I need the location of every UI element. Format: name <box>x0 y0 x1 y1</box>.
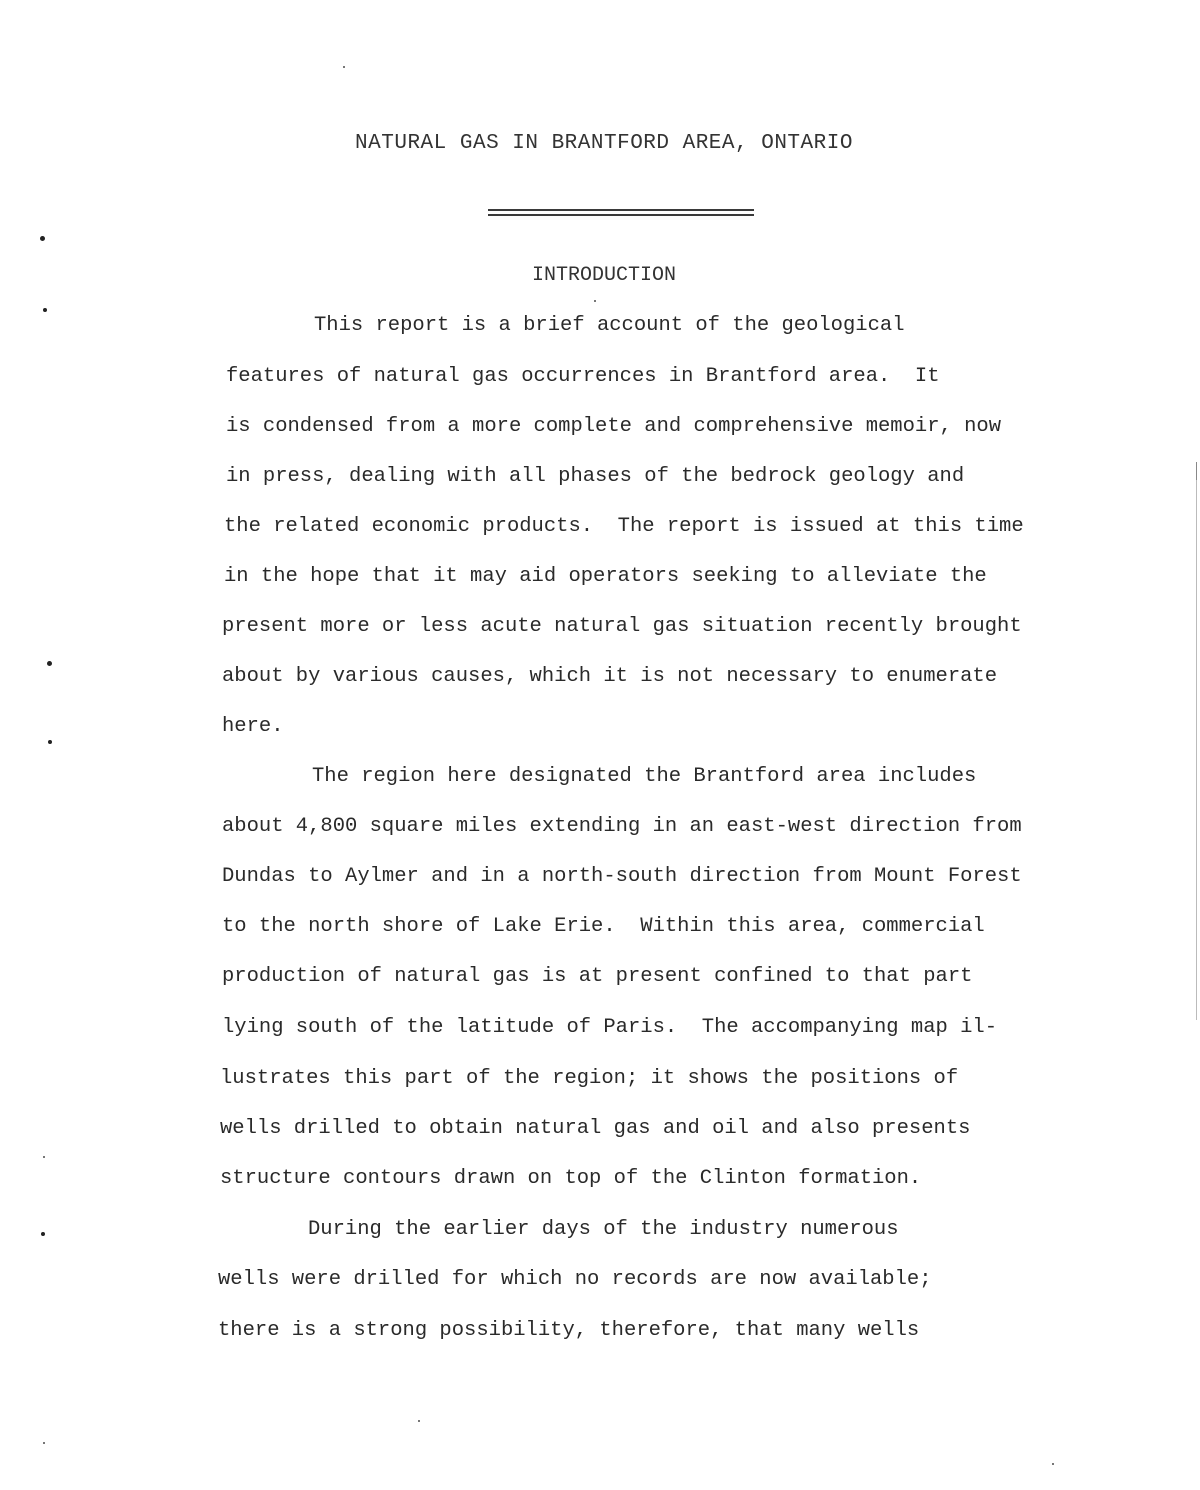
paragraph-line: the related economic products. The report is issued at this time <box>224 515 1024 538</box>
paragraph-line: about by various causes, which it is not necessary to enumerate <box>222 665 998 688</box>
binder-mark-dot <box>40 236 45 241</box>
binder-mark-dot <box>48 740 52 744</box>
paragraph-line: The region here designated the Brantford area includes <box>312 765 977 788</box>
scan-speck <box>43 1442 45 1444</box>
scan-edge-mark <box>1196 480 1197 1020</box>
paragraph-line: to the north shore of Lake Erie. Within this area, commercial <box>222 915 985 938</box>
paragraph-line: wells drilled to obtain natural gas and oil and also presents <box>220 1117 971 1140</box>
document-title: NATURAL GAS IN BRANTFORD AREA, ONTARIO <box>355 132 853 155</box>
paragraph-line: in press, dealing with all phases of the bedrock geology and <box>226 465 965 488</box>
paragraph-line: wells were drilled for which no records are now available; <box>218 1268 932 1291</box>
paragraph-line: Dundas to Aylmer and in a north-south direction from Mount Forest <box>222 865 1022 888</box>
paragraph-line: lustrates this part of the region; it shows the positions of <box>220 1067 959 1090</box>
paragraph-line: structure contours drawn on top of the Clinton formation. <box>220 1167 922 1190</box>
paragraph-line: in the hope that it may aid operators seeking to alleviate the <box>224 565 987 588</box>
binder-mark-dot <box>43 308 47 312</box>
paragraph-line: features of natural gas occurrences in Brantford area. It <box>226 365 940 388</box>
binder-mark-dot <box>41 1232 45 1236</box>
scan-speck <box>594 300 596 302</box>
section-heading: INTRODUCTION <box>531 264 677 287</box>
paragraph-line: there is a strong possibility, therefore, that many wells <box>218 1319 920 1342</box>
scan-speck <box>1052 1463 1054 1465</box>
paragraph-line: here. <box>222 715 284 738</box>
paragraph-line: production of natural gas is at present confined to that part <box>222 965 973 988</box>
binder-mark-dot <box>47 661 52 666</box>
scan-speck <box>418 1420 420 1422</box>
paragraph-line: is condensed from a more complete and comprehensive memoir, now <box>226 415 1002 438</box>
scan-edge-mark <box>1196 462 1197 482</box>
scan-speck <box>43 1156 45 1158</box>
paragraph-line: present more or less acute natural gas situation recently brought <box>222 615 1022 638</box>
paragraph-line: This report is a brief account of the geological <box>314 314 905 337</box>
paragraph-line: about 4,800 square miles extending in an east-west direction from <box>222 815 1022 838</box>
title-double-rule-top <box>488 209 754 211</box>
title-double-rule-bottom <box>488 214 754 216</box>
scan-speck <box>343 66 345 68</box>
paragraph-line: lying south of the latitude of Paris. The accompanying map il- <box>222 1016 998 1039</box>
paragraph-line: During the earlier days of the industry numerous <box>308 1218 899 1241</box>
